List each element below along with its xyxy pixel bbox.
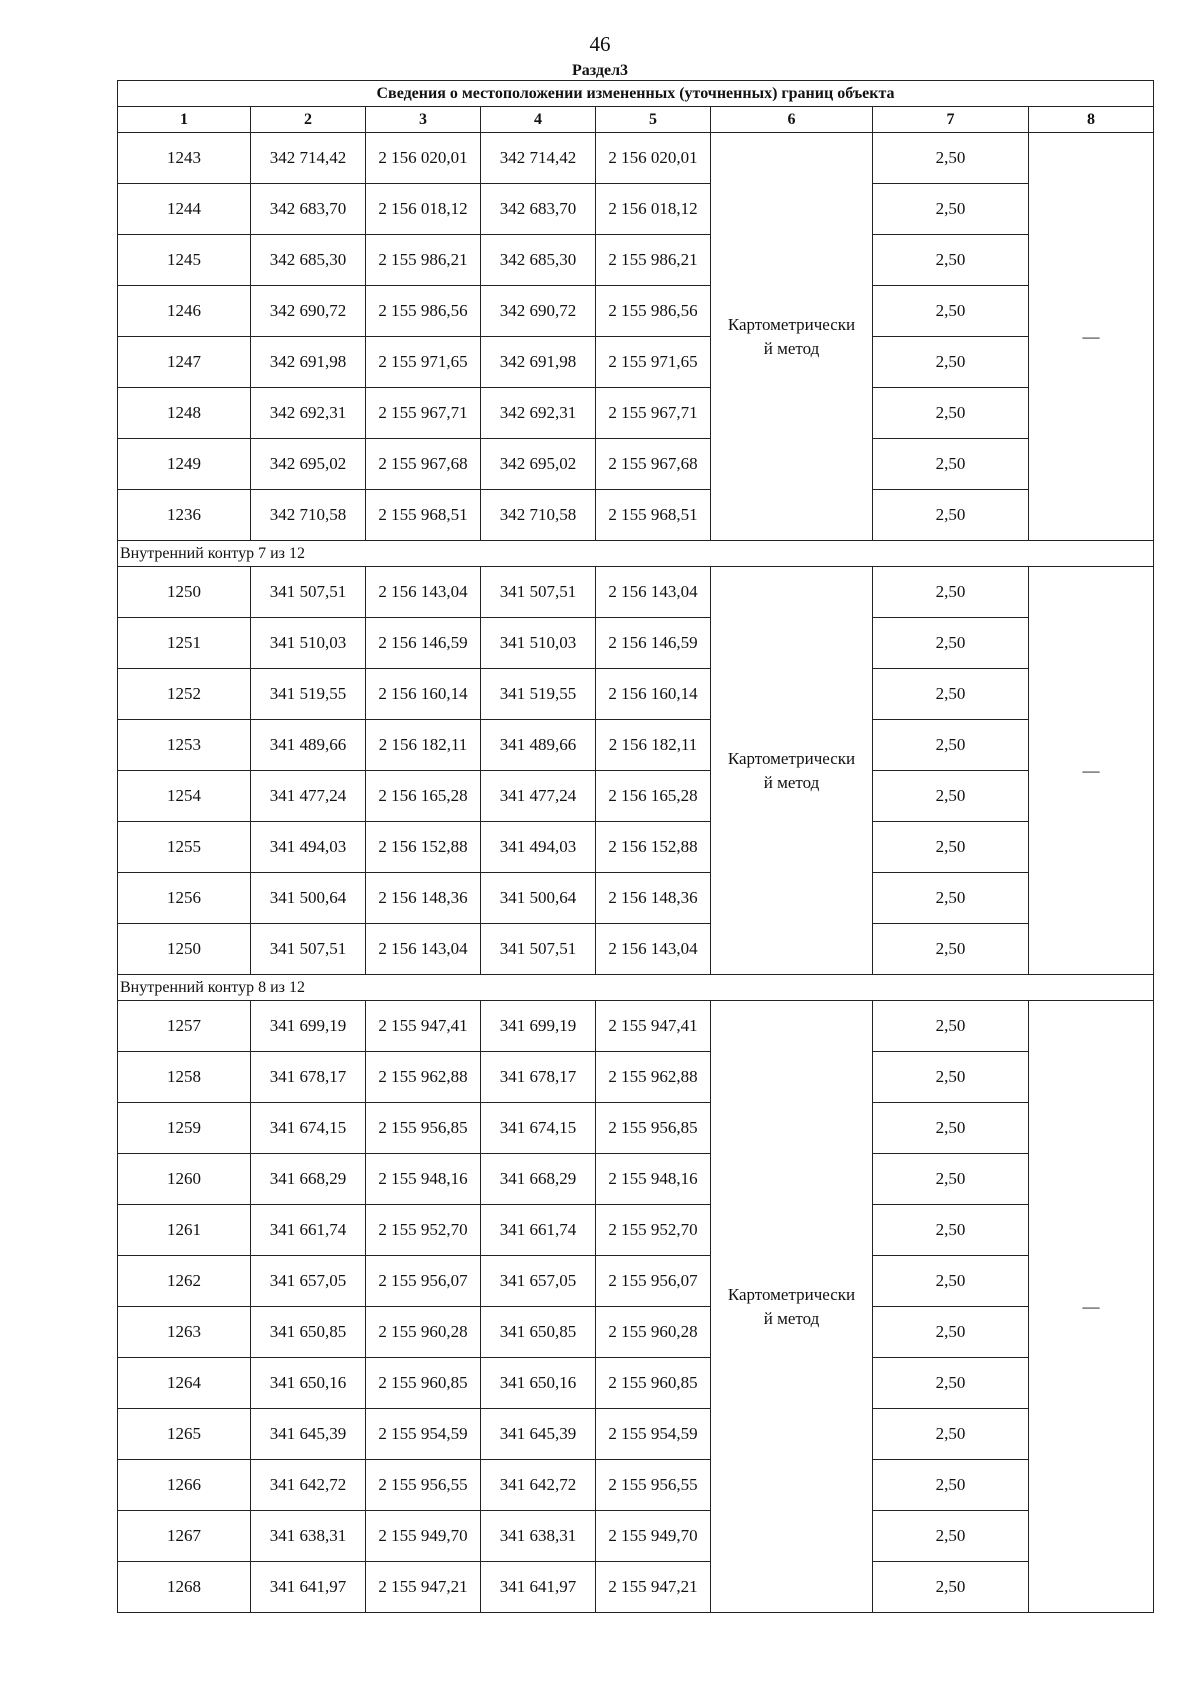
column-header-2: 2 xyxy=(251,107,366,133)
y-old-cell: 2 155 947,21 xyxy=(366,1562,481,1613)
table-row xyxy=(118,184,1154,235)
y-new-cell: 2 155 960,28 xyxy=(596,1307,711,1358)
x-old-cell: 342 710,58 xyxy=(251,490,366,541)
accuracy-cell: 2,50 xyxy=(873,1511,1029,1562)
x-old-cell: 341 477,24 xyxy=(251,771,366,822)
table-row xyxy=(118,1154,1154,1205)
x-old-cell: 341 494,03 xyxy=(251,822,366,873)
x-old-cell: 341 657,05 xyxy=(251,1256,366,1307)
table-body xyxy=(118,81,1154,1613)
y-new-cell: 2 155 956,55 xyxy=(596,1460,711,1511)
point-number-cell: 1250 xyxy=(118,567,251,618)
y-old-cell: 2 156 143,04 xyxy=(366,924,481,975)
x-new-cell: 342 714,42 xyxy=(481,133,596,184)
y-old-cell: 2 155 960,28 xyxy=(366,1307,481,1358)
y-new-cell: 2 155 947,21 xyxy=(596,1562,711,1613)
table-row xyxy=(118,439,1154,490)
table-row xyxy=(118,1256,1154,1307)
y-new-cell: 2 156 165,28 xyxy=(596,771,711,822)
table-row xyxy=(118,286,1154,337)
point-number-cell: 1245 xyxy=(118,235,251,286)
y-old-cell: 2 155 967,71 xyxy=(366,388,481,439)
point-number-cell: 1251 xyxy=(118,618,251,669)
column-header-1: 1 xyxy=(118,107,251,133)
x-old-cell: 341 500,64 xyxy=(251,873,366,924)
accuracy-cell: 2,50 xyxy=(873,720,1029,771)
y-old-cell: 2 155 952,70 xyxy=(366,1205,481,1256)
y-new-cell: 2 155 956,85 xyxy=(596,1103,711,1154)
table-title-row xyxy=(118,81,1154,107)
x-new-cell: 341 650,85 xyxy=(481,1307,596,1358)
page-number: 46 xyxy=(589,32,611,56)
y-new-cell: 2 155 949,70 xyxy=(596,1511,711,1562)
table-title: Сведения о местоположении измененных (уточненных) границ объекта xyxy=(118,81,1154,107)
x-old-cell: 341 519,55 xyxy=(251,669,366,720)
x-new-cell: 341 645,39 xyxy=(481,1409,596,1460)
x-old-cell: 341 642,72 xyxy=(251,1460,366,1511)
accuracy-cell: 2,50 xyxy=(873,567,1029,618)
accuracy-cell: 2,50 xyxy=(873,873,1029,924)
table-row xyxy=(118,1052,1154,1103)
y-old-cell: 2 155 986,21 xyxy=(366,235,481,286)
point-number-cell: 1265 xyxy=(118,1409,251,1460)
column-header-3: 3 xyxy=(366,107,481,133)
point-number-cell: 1268 xyxy=(118,1562,251,1613)
accuracy-cell: 2,50 xyxy=(873,669,1029,720)
y-new-cell: 2 156 018,12 xyxy=(596,184,711,235)
point-number-cell: 1248 xyxy=(118,388,251,439)
point-number-cell: 1256 xyxy=(118,873,251,924)
accuracy-cell: 2,50 xyxy=(873,1358,1029,1409)
y-old-cell: 2 155 971,65 xyxy=(366,337,481,388)
table-row xyxy=(118,1001,1154,1052)
accuracy-cell: 2,50 xyxy=(873,337,1029,388)
accuracy-cell: 2,50 xyxy=(873,1562,1029,1613)
x-old-cell: 342 695,02 xyxy=(251,439,366,490)
method-text-line1: Картометрически xyxy=(727,748,856,768)
y-new-cell: 2 155 968,51 xyxy=(596,490,711,541)
y-old-cell: 2 156 148,36 xyxy=(366,873,481,924)
y-old-cell: 2 156 165,28 xyxy=(366,771,481,822)
x-old-cell: 341 507,51 xyxy=(251,567,366,618)
method-text-line2: й метод xyxy=(763,1308,820,1328)
accuracy-cell: 2,50 xyxy=(873,771,1029,822)
contour-label-row xyxy=(118,541,1154,567)
y-new-cell: 2 155 960,85 xyxy=(596,1358,711,1409)
method-text-line2: й метод xyxy=(763,338,820,358)
accuracy-cell: 2,50 xyxy=(873,1103,1029,1154)
x-new-cell: 341 668,29 xyxy=(481,1154,596,1205)
x-new-cell: 342 690,72 xyxy=(481,286,596,337)
x-old-cell: 341 668,29 xyxy=(251,1154,366,1205)
x-new-cell: 341 699,19 xyxy=(481,1001,596,1052)
x-new-cell: 342 710,58 xyxy=(481,490,596,541)
x-old-cell: 341 641,97 xyxy=(251,1562,366,1613)
x-new-cell: 341 489,66 xyxy=(481,720,596,771)
x-new-cell: 341 674,15 xyxy=(481,1103,596,1154)
y-new-cell: 2 155 967,71 xyxy=(596,388,711,439)
x-old-cell: 342 691,98 xyxy=(251,337,366,388)
x-new-cell: 341 638,31 xyxy=(481,1511,596,1562)
x-old-cell: 341 510,03 xyxy=(251,618,366,669)
column-header-8: 8 xyxy=(1029,107,1154,133)
table-row xyxy=(118,924,1154,975)
table-row xyxy=(118,1358,1154,1409)
table-row xyxy=(118,771,1154,822)
accuracy-cell: 2,50 xyxy=(873,1307,1029,1358)
point-number-cell: 1255 xyxy=(118,822,251,873)
x-new-cell: 341 507,51 xyxy=(481,567,596,618)
contour-label-row xyxy=(118,975,1154,1001)
point-number-cell: 1250 xyxy=(118,924,251,975)
description-cell: — xyxy=(1029,1001,1154,1613)
description-cell: — xyxy=(1029,133,1154,541)
table-row xyxy=(118,1511,1154,1562)
x-new-cell: 341 642,72 xyxy=(481,1460,596,1511)
point-number-cell: 1249 xyxy=(118,439,251,490)
description-cell: — xyxy=(1029,567,1154,975)
point-number-cell: 1264 xyxy=(118,1358,251,1409)
method-cell xyxy=(711,1001,873,1613)
y-old-cell: 2 155 956,07 xyxy=(366,1256,481,1307)
accuracy-cell: 2,50 xyxy=(873,1256,1029,1307)
x-old-cell: 341 661,74 xyxy=(251,1205,366,1256)
method-text-line1: Картометрически xyxy=(727,1284,856,1304)
x-old-cell: 341 650,85 xyxy=(251,1307,366,1358)
y-old-cell: 2 155 968,51 xyxy=(366,490,481,541)
y-new-cell: 2 155 952,70 xyxy=(596,1205,711,1256)
point-number-cell: 1252 xyxy=(118,669,251,720)
table-row xyxy=(118,490,1154,541)
y-old-cell: 2 156 020,01 xyxy=(366,133,481,184)
point-number-cell: 1246 xyxy=(118,286,251,337)
accuracy-cell: 2,50 xyxy=(873,490,1029,541)
x-old-cell: 341 674,15 xyxy=(251,1103,366,1154)
x-old-cell: 341 507,51 xyxy=(251,924,366,975)
point-number-cell: 1267 xyxy=(118,1511,251,1562)
y-new-cell: 2 155 986,56 xyxy=(596,286,711,337)
point-number-cell: 1243 xyxy=(118,133,251,184)
x-old-cell: 342 690,72 xyxy=(251,286,366,337)
y-old-cell: 2 155 960,85 xyxy=(366,1358,481,1409)
accuracy-cell: 2,50 xyxy=(873,618,1029,669)
x-new-cell: 341 661,74 xyxy=(481,1205,596,1256)
y-old-cell: 2 156 182,11 xyxy=(366,720,481,771)
x-old-cell: 342 692,31 xyxy=(251,388,366,439)
y-new-cell: 2 155 967,68 xyxy=(596,439,711,490)
y-new-cell: 2 155 954,59 xyxy=(596,1409,711,1460)
point-number-cell: 1260 xyxy=(118,1154,251,1205)
x-new-cell: 341 507,51 xyxy=(481,924,596,975)
column-header-6: 6 xyxy=(711,107,873,133)
x-new-cell: 341 678,17 xyxy=(481,1052,596,1103)
point-number-cell: 1244 xyxy=(118,184,251,235)
accuracy-cell: 2,50 xyxy=(873,133,1029,184)
table-row xyxy=(118,720,1154,771)
x-new-cell: 341 650,16 xyxy=(481,1358,596,1409)
accuracy-cell: 2,50 xyxy=(873,1409,1029,1460)
x-old-cell: 341 645,39 xyxy=(251,1409,366,1460)
method-text-line2: й метод xyxy=(763,772,820,792)
x-old-cell: 341 699,19 xyxy=(251,1001,366,1052)
column-header-row xyxy=(118,107,1154,133)
table-row xyxy=(118,618,1154,669)
accuracy-cell: 2,50 xyxy=(873,1154,1029,1205)
accuracy-cell: 2,50 xyxy=(873,235,1029,286)
y-old-cell: 2 155 986,56 xyxy=(366,286,481,337)
y-new-cell: 2 155 986,21 xyxy=(596,235,711,286)
table-row xyxy=(118,133,1154,184)
point-number-cell: 1257 xyxy=(118,1001,251,1052)
point-number-cell: 1262 xyxy=(118,1256,251,1307)
y-new-cell: 2 155 962,88 xyxy=(596,1052,711,1103)
table-row xyxy=(118,1562,1154,1613)
table-row xyxy=(118,235,1154,286)
contour-label: Внутренний контур 7 из 12 xyxy=(118,541,1154,567)
table-row xyxy=(118,1205,1154,1256)
y-old-cell: 2 155 954,59 xyxy=(366,1409,481,1460)
accuracy-cell: 2,50 xyxy=(873,439,1029,490)
x-new-cell: 342 683,70 xyxy=(481,184,596,235)
y-old-cell: 2 155 956,85 xyxy=(366,1103,481,1154)
y-old-cell: 2 156 160,14 xyxy=(366,669,481,720)
contour-label: Внутренний контур 8 из 12 xyxy=(118,975,1154,1001)
method-cell xyxy=(711,567,873,975)
x-new-cell: 341 657,05 xyxy=(481,1256,596,1307)
table-row xyxy=(118,1460,1154,1511)
column-header-7: 7 xyxy=(873,107,1029,133)
y-old-cell: 2 155 967,68 xyxy=(366,439,481,490)
table-row xyxy=(118,337,1154,388)
section-title: Раздел3 xyxy=(571,62,629,79)
y-new-cell: 2 156 182,11 xyxy=(596,720,711,771)
accuracy-cell: 2,50 xyxy=(873,1052,1029,1103)
accuracy-cell: 2,50 xyxy=(873,286,1029,337)
column-header-5: 5 xyxy=(596,107,711,133)
coordinates-table xyxy=(117,80,1154,1613)
y-old-cell: 2 155 948,16 xyxy=(366,1154,481,1205)
table-row xyxy=(118,873,1154,924)
y-old-cell: 2 155 947,41 xyxy=(366,1001,481,1052)
table-row xyxy=(118,822,1154,873)
y-new-cell: 2 156 152,88 xyxy=(596,822,711,873)
x-new-cell: 342 692,31 xyxy=(481,388,596,439)
y-new-cell: 2 156 020,01 xyxy=(596,133,711,184)
table-row xyxy=(118,1409,1154,1460)
x-new-cell: 341 641,97 xyxy=(481,1562,596,1613)
point-number-cell: 1266 xyxy=(118,1460,251,1511)
y-new-cell: 2 155 947,41 xyxy=(596,1001,711,1052)
point-number-cell: 1263 xyxy=(118,1307,251,1358)
point-number-cell: 1261 xyxy=(118,1205,251,1256)
y-old-cell: 2 155 956,55 xyxy=(366,1460,481,1511)
table-row xyxy=(118,1103,1154,1154)
x-old-cell: 342 685,30 xyxy=(251,235,366,286)
column-header-4: 4 xyxy=(481,107,596,133)
y-new-cell: 2 155 971,65 xyxy=(596,337,711,388)
y-old-cell: 2 156 152,88 xyxy=(366,822,481,873)
x-new-cell: 342 691,98 xyxy=(481,337,596,388)
y-old-cell: 2 156 018,12 xyxy=(366,184,481,235)
accuracy-cell: 2,50 xyxy=(873,1001,1029,1052)
method-text-line1: Картометрически xyxy=(727,314,856,334)
x-new-cell: 341 500,64 xyxy=(481,873,596,924)
accuracy-cell: 2,50 xyxy=(873,184,1029,235)
x-new-cell: 342 685,30 xyxy=(481,235,596,286)
accuracy-cell: 2,50 xyxy=(873,822,1029,873)
point-number-cell: 1236 xyxy=(118,490,251,541)
point-number-cell: 1247 xyxy=(118,337,251,388)
x-old-cell: 341 638,31 xyxy=(251,1511,366,1562)
table-row xyxy=(118,388,1154,439)
y-new-cell: 2 155 948,16 xyxy=(596,1154,711,1205)
x-old-cell: 342 714,42 xyxy=(251,133,366,184)
x-new-cell: 341 519,55 xyxy=(481,669,596,720)
table-row xyxy=(118,669,1154,720)
x-old-cell: 341 489,66 xyxy=(251,720,366,771)
y-old-cell: 2 156 146,59 xyxy=(366,618,481,669)
point-number-cell: 1259 xyxy=(118,1103,251,1154)
point-number-cell: 1258 xyxy=(118,1052,251,1103)
y-old-cell: 2 156 143,04 xyxy=(366,567,481,618)
table-row xyxy=(118,567,1154,618)
y-new-cell: 2 156 148,36 xyxy=(596,873,711,924)
y-new-cell: 2 155 956,07 xyxy=(596,1256,711,1307)
y-new-cell: 2 156 143,04 xyxy=(596,567,711,618)
accuracy-cell: 2,50 xyxy=(873,388,1029,439)
point-number-cell: 1253 xyxy=(118,720,251,771)
x-new-cell: 341 477,24 xyxy=(481,771,596,822)
method-cell xyxy=(711,133,873,541)
x-new-cell: 341 510,03 xyxy=(481,618,596,669)
table-row xyxy=(118,1307,1154,1358)
accuracy-cell: 2,50 xyxy=(873,1460,1029,1511)
y-new-cell: 2 156 143,04 xyxy=(596,924,711,975)
accuracy-cell: 2,50 xyxy=(873,1205,1029,1256)
x-old-cell: 341 678,17 xyxy=(251,1052,366,1103)
accuracy-cell: 2,50 xyxy=(873,924,1029,975)
point-number-cell: 1254 xyxy=(118,771,251,822)
y-old-cell: 2 155 949,70 xyxy=(366,1511,481,1562)
x-new-cell: 341 494,03 xyxy=(481,822,596,873)
x-old-cell: 341 650,16 xyxy=(251,1358,366,1409)
x-old-cell: 342 683,70 xyxy=(251,184,366,235)
x-new-cell: 342 695,02 xyxy=(481,439,596,490)
y-new-cell: 2 156 146,59 xyxy=(596,618,711,669)
y-new-cell: 2 156 160,14 xyxy=(596,669,711,720)
y-old-cell: 2 155 962,88 xyxy=(366,1052,481,1103)
